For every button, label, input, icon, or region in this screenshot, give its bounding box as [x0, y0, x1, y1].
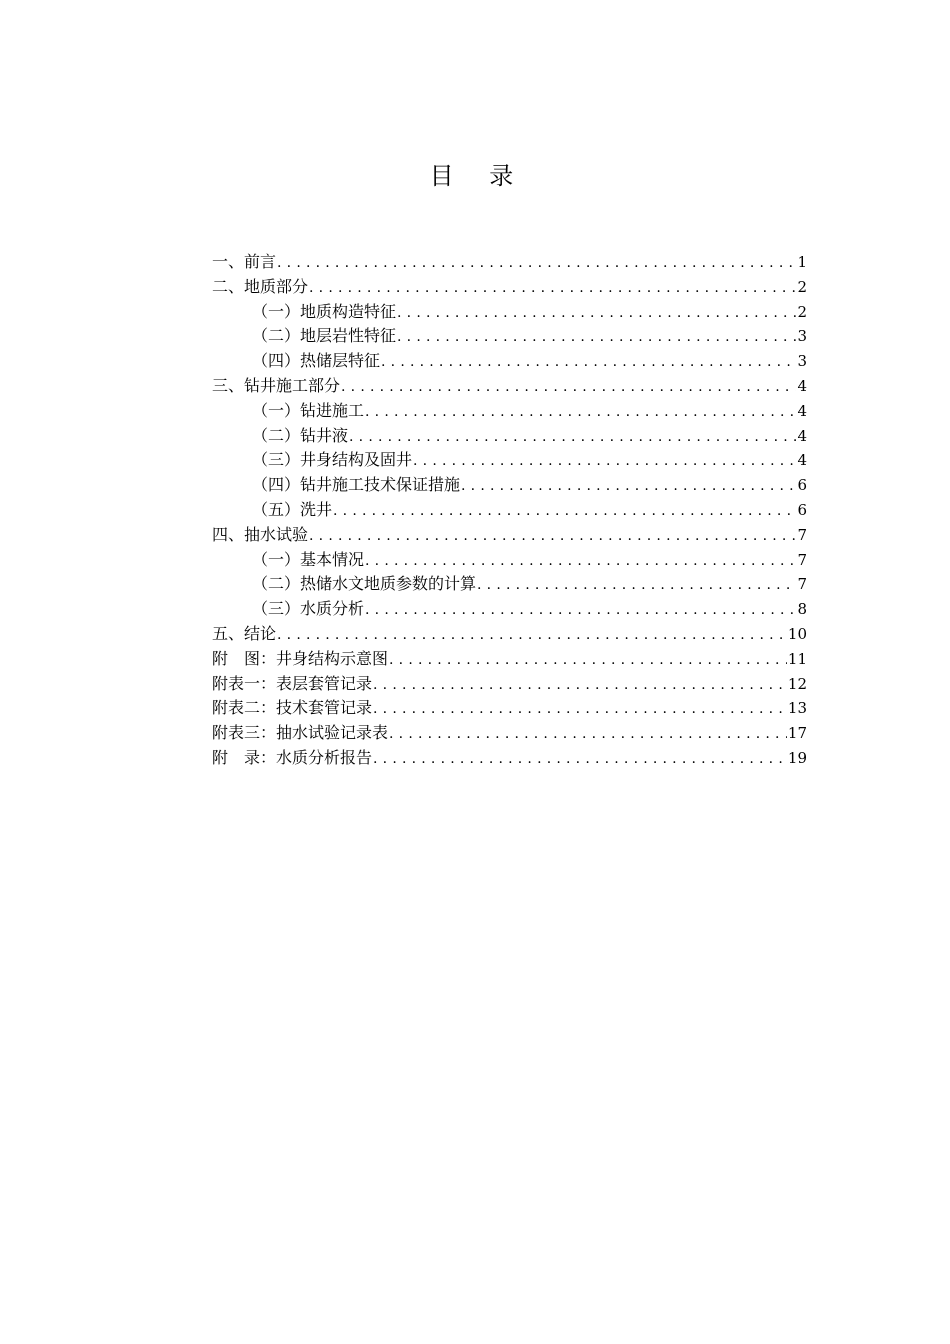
toc-dot-leader	[397, 301, 796, 326]
toc-dot-leader	[349, 425, 796, 450]
toc-entry-label: （二）地层岩性特征	[252, 326, 397, 346]
toc-entry-page-number: 7	[797, 575, 807, 594]
toc-dot-leader	[373, 673, 787, 698]
toc-entry-page-number: 3	[797, 352, 807, 371]
toc-entry-label: （二）热储水文地质参数的计算	[252, 574, 477, 594]
toc-entry-label: 附 图：井身结构示意图	[212, 648, 389, 668]
toc-dot-leader	[365, 598, 796, 623]
toc-entry[interactable]	[212, 498, 807, 523]
toc-entry-label: （四）钻井施工技术保证措施	[252, 475, 461, 495]
toc-dot-leader	[365, 400, 796, 425]
toc-entry[interactable]	[212, 696, 807, 721]
toc-entry-label: 三、钻井施工部分	[212, 375, 341, 395]
toc-dot-leader	[277, 623, 787, 648]
toc-dot-leader	[277, 251, 796, 276]
toc-entry-label: （一）基本情况	[252, 549, 365, 569]
toc-entry[interactable]	[212, 300, 807, 325]
toc-entry-page-number: 17	[787, 724, 807, 743]
toc-entry[interactable]	[212, 523, 807, 548]
toc-entry-page-number: 4	[797, 426, 807, 445]
toc-entry[interactable]	[212, 572, 807, 597]
toc-entry-label: 四、抽水试验	[212, 524, 309, 544]
toc-entry[interactable]	[212, 374, 807, 399]
toc-dot-leader	[477, 573, 796, 598]
toc-entry-page-number: 3	[797, 327, 807, 346]
toc-entry[interactable]	[212, 647, 807, 672]
toc-entry[interactable]	[212, 473, 807, 498]
toc-entry-page-number: 2	[797, 277, 807, 296]
toc-entry[interactable]	[212, 746, 807, 771]
toc-dot-leader	[381, 350, 796, 375]
toc-dot-leader	[309, 524, 796, 549]
toc-entry[interactable]	[212, 622, 807, 647]
toc-entry-page-number: 2	[797, 302, 807, 321]
toc-dot-leader	[389, 722, 787, 747]
toc-entry-page-number: 12	[787, 674, 807, 693]
toc-entry-label: （四）热储层特征	[252, 351, 381, 371]
toc-entry[interactable]	[212, 548, 807, 573]
toc-entry[interactable]	[212, 597, 807, 622]
toc-dot-leader	[333, 499, 796, 524]
toc-entry-page-number: 19	[787, 748, 807, 767]
toc-entry[interactable]	[212, 721, 807, 746]
toc-entry-page-number: 4	[797, 451, 807, 470]
toc-entry-page-number: 4	[797, 376, 807, 395]
toc-dot-leader	[461, 474, 796, 499]
toc-entry[interactable]	[212, 324, 807, 349]
toc-entry[interactable]	[212, 349, 807, 374]
toc-entry[interactable]	[212, 275, 807, 300]
toc-entry-page-number: 1	[797, 253, 807, 271]
toc-entry-label: （三）水质分析	[252, 599, 365, 619]
toc-dot-leader	[373, 747, 787, 772]
toc-entry-page-number: 4	[797, 401, 807, 420]
toc-entry-page-number: 6	[797, 500, 807, 519]
page-title: 目 录	[429, 162, 528, 190]
toc-entry[interactable]	[212, 448, 807, 473]
toc-dot-leader	[365, 549, 796, 574]
toc-entry-label: 二、地质部分	[212, 276, 309, 296]
toc-entry-label: 一、前言	[212, 252, 277, 271]
toc-entry-page-number: 7	[797, 550, 807, 569]
toc-dot-leader	[341, 375, 796, 400]
toc-dot-leader	[397, 325, 796, 350]
toc-entry[interactable]	[212, 250, 807, 275]
toc-entry-label: 附表三：抽水试验记录表	[212, 723, 389, 743]
table-of-contents	[212, 250, 807, 771]
toc-entry-page-number: 10	[787, 624, 807, 643]
toc-entry-label: （二）钻井液	[252, 425, 349, 445]
toc-entry-page-number: 6	[797, 476, 807, 495]
toc-entry-label: 附表一：表层套管记录	[212, 673, 373, 693]
toc-entry-label: （三）井身结构及固井	[252, 450, 413, 470]
toc-entry[interactable]	[212, 399, 807, 424]
toc-entry-page-number: 13	[787, 699, 807, 718]
toc-dot-leader	[389, 648, 787, 673]
toc-entry-label: （一）地质构造特征	[252, 301, 397, 321]
toc-entry-label: （五）洗井	[252, 499, 333, 519]
toc-entry-label: 附表二：技术套管记录	[212, 698, 373, 718]
toc-entry[interactable]	[212, 672, 807, 697]
toc-entry-label: （一）钻进施工	[252, 400, 365, 420]
toc-entry-page-number: 8	[797, 600, 807, 619]
toc-dot-leader	[309, 276, 796, 301]
toc-dot-leader	[413, 449, 796, 474]
toc-dot-leader	[373, 697, 787, 722]
toc-entry[interactable]	[212, 424, 807, 449]
toc-entry-page-number: 7	[797, 525, 807, 544]
toc-entry-label: 五、结论	[212, 623, 277, 643]
toc-entry-page-number: 11	[787, 649, 807, 668]
toc-entry-label: 附 录：水质分析报告	[212, 747, 373, 767]
